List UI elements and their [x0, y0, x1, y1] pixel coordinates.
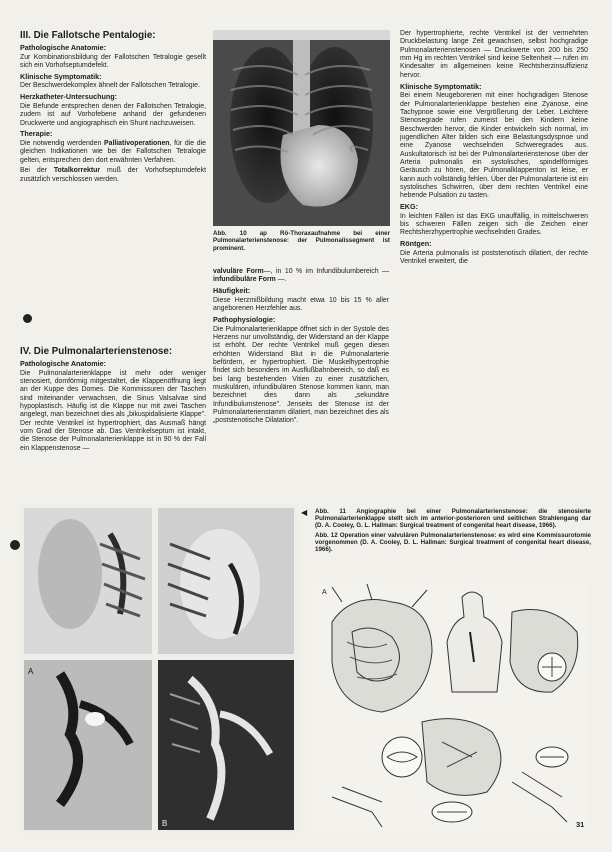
heading-ekg: EKG:: [400, 202, 418, 212]
caption-fig12: Abb. 12 Operation einer valvulären Pulmonalarterienstenose: es wird eine Kommissurotomie vorgenommen (D. A. Cooley, D. L. Hallman: Surgical treatment of congenital heart disease, 1966).: [315, 531, 591, 554]
paragraph-pathophysiology-2: Der hypertrophierte, rechte Ventrikel ist der vermehrten Druckbelastung lange Zeit gewachsen, selbst hochgradige Pulmonalarterienstenosen — Druckwerte von 200 bis 250 mm Hg im rechten Ventrikel sind keine Seltenheit — rufen im Kindesalter im allgemeinen keine Rechtsherzinsuffizienz hervor.: [400, 30, 588, 79]
punch-hole-mark: [23, 314, 32, 323]
heading-anatomy-2: Pathologische Anatomie:: [20, 359, 106, 368]
angiography-panel-1: [24, 508, 152, 654]
chest-xray-image: [213, 30, 390, 226]
paragraph-clinical: Bei einem Neugeborenen mit einer hochgradigen Stenose der Pulmonalarterienklappe bestehen eine Zyanose, eine Tachypnoe sowie eine Vergrößerung der Leber. Leichtere Stenosegrade rufen zumeist bei den Kindern keine Beschwerden hervor, die Kinder entwickeln sich normal, im jugendlichen Alter bilden sich eine Belastungsdyspnoe und eine Zyanose wechselnden Schweregrades aus. Auskultatorisch ist bei der Pulmonalarterienstenose über der Arteria pulmonalis ein systolisches, spindelförmiges Geräusch zu hören, der Pulmonalklappenton ist leise, er kann auch vollständig fehlen. Über der Pulmonalarterie ist ein systolisches Schwirren, über dem rechten Ventrikel eine hebende Pulsation zu tasten.: [400, 92, 588, 200]
captions-fig11-12: [315, 508, 591, 555]
angiography-panel-2: [158, 508, 294, 654]
paragraph-anatomy-2: Die Pulmonalarterienklappe ist mehr oder weniger stenosiert, domförmig mitgestaltet, die Klappenöffnung liegt an der Kuppe des Domes. Die Kommissuren der Taschen sind miteinander verwachsen, die Sinus Valsalvae sind hypoplastisch. Häufig ist die Klappe nur mit zwei Taschen angelegt, man bezeichnet dies als „bikuspidalisierte Klappe". Der rechte Ventrikel ist hypertrophiert, das Ausmaß hängt vom Grad der Stenose ab. Das Ventrikelseptum ist intakt, die Stenose der Pulmonalarterienklappe ist in 90 % der Fall ein Klappenstenose —: [20, 369, 206, 452]
paragraph-anatomy: Zur Kombinationsbildung der Fallotschen Tetralogie gesellt sich ein Vorhofseptumdefekt.: [20, 53, 206, 69]
heading-pathophysiology: Pathophysiologie:: [213, 314, 276, 324]
caption-fig10: Abb. 10 ap Rö-Thoraxaufnahme bei einer Pulmonalarterienstenose: der Pulmonalissegment ist prominent.: [213, 230, 390, 252]
heading-clinical: Klinische Symptomatik:: [400, 81, 482, 91]
heading-catheter: Herzkatheter-Untersuchung:: [20, 92, 118, 102]
page-number: 31: [576, 820, 585, 829]
paragraph-symptom: Der Beschwerdekomplex ähnelt der Fallotschen Tetralogie.: [20, 82, 200, 90]
surgical-illustration: [312, 582, 588, 830]
paragraph-pathophysiology: Die Pulmonalarterienklappe öffnet sich in der Systole des Herzens nur unvollständig, der Widerstand an der Klappe ist erhöht. Der rechte Ventrikel muß gegen diesen erhöhten Widerstand Blut in die Pulmonalarterie befördern, er hypertrophiert. Die Muskelhypertrophie findet sich besonders im Ausflußbahnbereich, so daß es bei lang bestehenden Vitien zu einer zusätzlichen, muskulären, infundibulären Stenose kommen kann, man bezeichnet dies dann als „sekundäre Infundibulumstenose". Jenseits der Stenose ist der Pulmonalarterienstamm dilatiert, man bezeichnet dies als „poststenotische Dilatation".: [213, 325, 389, 425]
paragraph-frequency: Diese Herzmißbildung macht etwa 10 bis 15 % aller angeborenen Herzfehler aus.: [213, 296, 389, 313]
caption-fig11: Abb. 11 Angiographie bei einer Pulmonalarterienstenose: die stenosierte Pulmonalarterienklappe stellt sich im anterior-posterioren und seitlichen Strahlengang dar (D. A. Cooley, G. L. Hallman: Surgical treatment of congenital heart disease, 1966).: [315, 508, 591, 530]
illustration-marker-a: A: [322, 589, 327, 596]
paragraph-ekg: In leichten Fällen ist das EKG unauffällig, in mittelschweren bis schweren Fällen zeigen sich die Zeichen einer Rechtsherzhypertrophie wechselnden Grades.: [400, 212, 588, 237]
paragraph-therapy: Die notwendig werdenden Palliativoperationen, für die die gleichen Indikationen wie bei der Fallotschen Tetralogie gelten, entsprechen den dort erwähnten Verfahren.: [20, 139, 206, 164]
heading-frequency: Häufigkeit:: [213, 286, 251, 296]
column-left-top: [20, 30, 206, 187]
angiography-image-grid: [20, 504, 298, 834]
angiography-panel-3: [24, 660, 152, 830]
section-title-pulmonalstenose: IV. Die Pulmonalarterienstenose:: [20, 346, 173, 357]
heading-therapy: Therapie:: [20, 129, 53, 139]
panel-marker-a: A: [28, 667, 34, 676]
section-title-pentalogie: III. Die Fallotsche Pentalogie:: [20, 30, 156, 41]
caption-pointer-icon: ◀: [301, 508, 308, 517]
heading-symptom: Klinische Symptomatik:: [20, 71, 102, 81]
panel-marker-b: B: [162, 819, 168, 828]
column-right: [400, 30, 588, 269]
paragraph-totalkorrektur: Bei der Totalkorrektur muß der Vorhofseptumdefekt zusätzlich verschlossen werden.: [20, 167, 206, 183]
column-middle: [213, 268, 389, 428]
column-left-bottom: [20, 346, 206, 456]
heading-anatomy: Pathologische Anatomie:: [20, 43, 106, 52]
paragraph-catheter: Die Befunde entsprechen denen der Fallotschen Tetralogie, zudem ist auf Vorhofebene anhand der gefundenen Druckwerte und angiographisch ein Shunt nachzuweisen.: [20, 102, 206, 127]
punch-hole-mark-2: [10, 540, 20, 550]
angiography-panel-4: [158, 660, 294, 830]
paragraph-anatomy-2-cont: valvuläre Form—, in 10 % im Infundibulumbereich — infundibuläre Form —.: [213, 268, 389, 284]
paragraph-xray: Die Arteria pulmonalis ist poststenotisch dilatiert, der rechte Ventrikel erweitert, die: [400, 249, 588, 266]
heading-xray: Röntgen:: [400, 239, 432, 249]
